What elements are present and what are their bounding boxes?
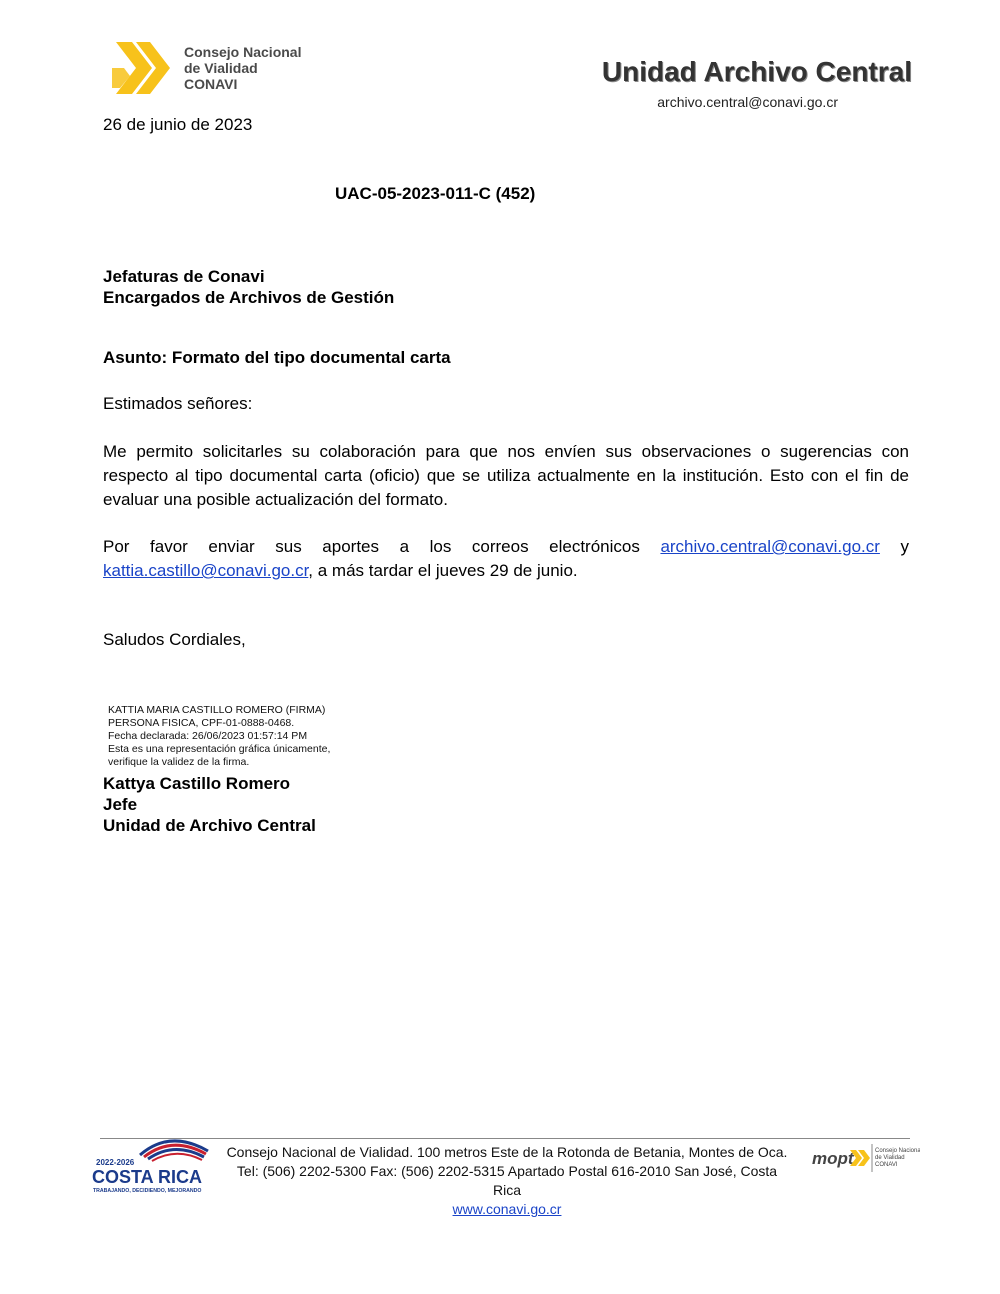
unit-email: archivo.central@conavi.go.cr (657, 94, 838, 110)
costa-rica-logo (90, 1133, 215, 1198)
recipient-1: Jefaturas de Conavi (103, 267, 265, 286)
mopt-logo-icon (810, 1140, 920, 1176)
signer-position: Jefe (103, 795, 138, 814)
costa-rica-flag-icon (90, 1133, 215, 1198)
mopt-brand: mopt (812, 1149, 854, 1168)
conavi-logo (110, 38, 310, 102)
signature-line-5: verifique la validez de la firma. (108, 756, 250, 768)
paragraph-2-end: , a más tardar el jueves 29 de junio. (308, 561, 578, 580)
conavi-chevron-icon (110, 38, 180, 102)
mopt-logo (810, 1140, 920, 1176)
letter-date: 26 de junio de 2023 (103, 115, 253, 134)
closing: Saludos Cordiales, (103, 630, 246, 649)
cr-years: 2022-2026 (96, 1158, 135, 1167)
signature-line-3: Fecha declarada: 26/06/2023 01:57:14 PM (108, 730, 308, 742)
body-paragraph-2 (103, 535, 909, 583)
mopt-line-2: de Vialidad (875, 1155, 905, 1161)
greeting: Estimados señores: (103, 394, 253, 413)
signer-unit: Unidad de Archivo Central (103, 816, 316, 835)
paragraph-2-conjunction: y (879, 537, 909, 556)
signature-line-4: Esta es una representación gráfica únicamente, (108, 743, 331, 755)
cr-country: COSTA RICA (92, 1167, 202, 1187)
logo-line-3: CONAVI (184, 76, 238, 92)
footer-line-2: Tel: (506) 2202-5300 Fax: (506) 2202-5315 Apartado Postal 616-2010 San José, Costa Rica (236, 1163, 778, 1198)
archivo-email-link[interactable]: archivo.central@conavi.go.cr (660, 537, 880, 556)
recipients (103, 266, 394, 308)
cr-slogan: TRABAJANDO, DECIDIENDO, MEJORANDO (93, 1188, 202, 1194)
mopt-line-3: CONAVI (875, 1162, 898, 1168)
mopt-line-1: Consejo Nacional (875, 1148, 920, 1154)
signer-name: Kattya Castillo Romero (103, 774, 291, 793)
subject: Asunto: Formato del tipo documental carta (103, 348, 451, 367)
unit-title: Unidad Archivo Central (601, 56, 912, 87)
body-paragraph-1: Me permito solicitarles su colaboración para que nos envíen sus observaciones o sugerencias con respecto al tipo documental carta (oficio) que se utiliza actualmente en la institución. Esto con el fin de evaluar una posible actualización del formato. (103, 442, 909, 509)
recipient-2: Encargados de Archivos de Gestión (103, 288, 395, 307)
digital-signature-block (108, 704, 330, 769)
logo-line-2: de Vialidad (184, 60, 258, 76)
reference-number: UAC-05-2023-011-C (452) (335, 184, 536, 203)
signer-block (103, 773, 316, 836)
signature-line-1: KATTIA MARIA CASTILLO ROMERO (FIRMA) (108, 704, 326, 716)
logo-line-1: Consejo Nacional (184, 44, 302, 60)
kattia-email-link[interactable]: kattia.castillo@conavi.go.cr (103, 561, 309, 580)
footer-divider (100, 1138, 910, 1139)
paragraph-2-text: Por favor enviar sus aportes a los correos electrónicos (103, 537, 661, 556)
footer-line-1: Consejo Nacional de Vialidad. 100 metros Este de la Rotonda de Betania, Montes de Oca. (226, 1144, 788, 1160)
website-link[interactable]: www.conavi.go.cr (452, 1201, 562, 1217)
signature-line-2: PERSONA FISICA, CPF-01-0888-0468. (108, 717, 295, 729)
footer-address (222, 1143, 792, 1219)
